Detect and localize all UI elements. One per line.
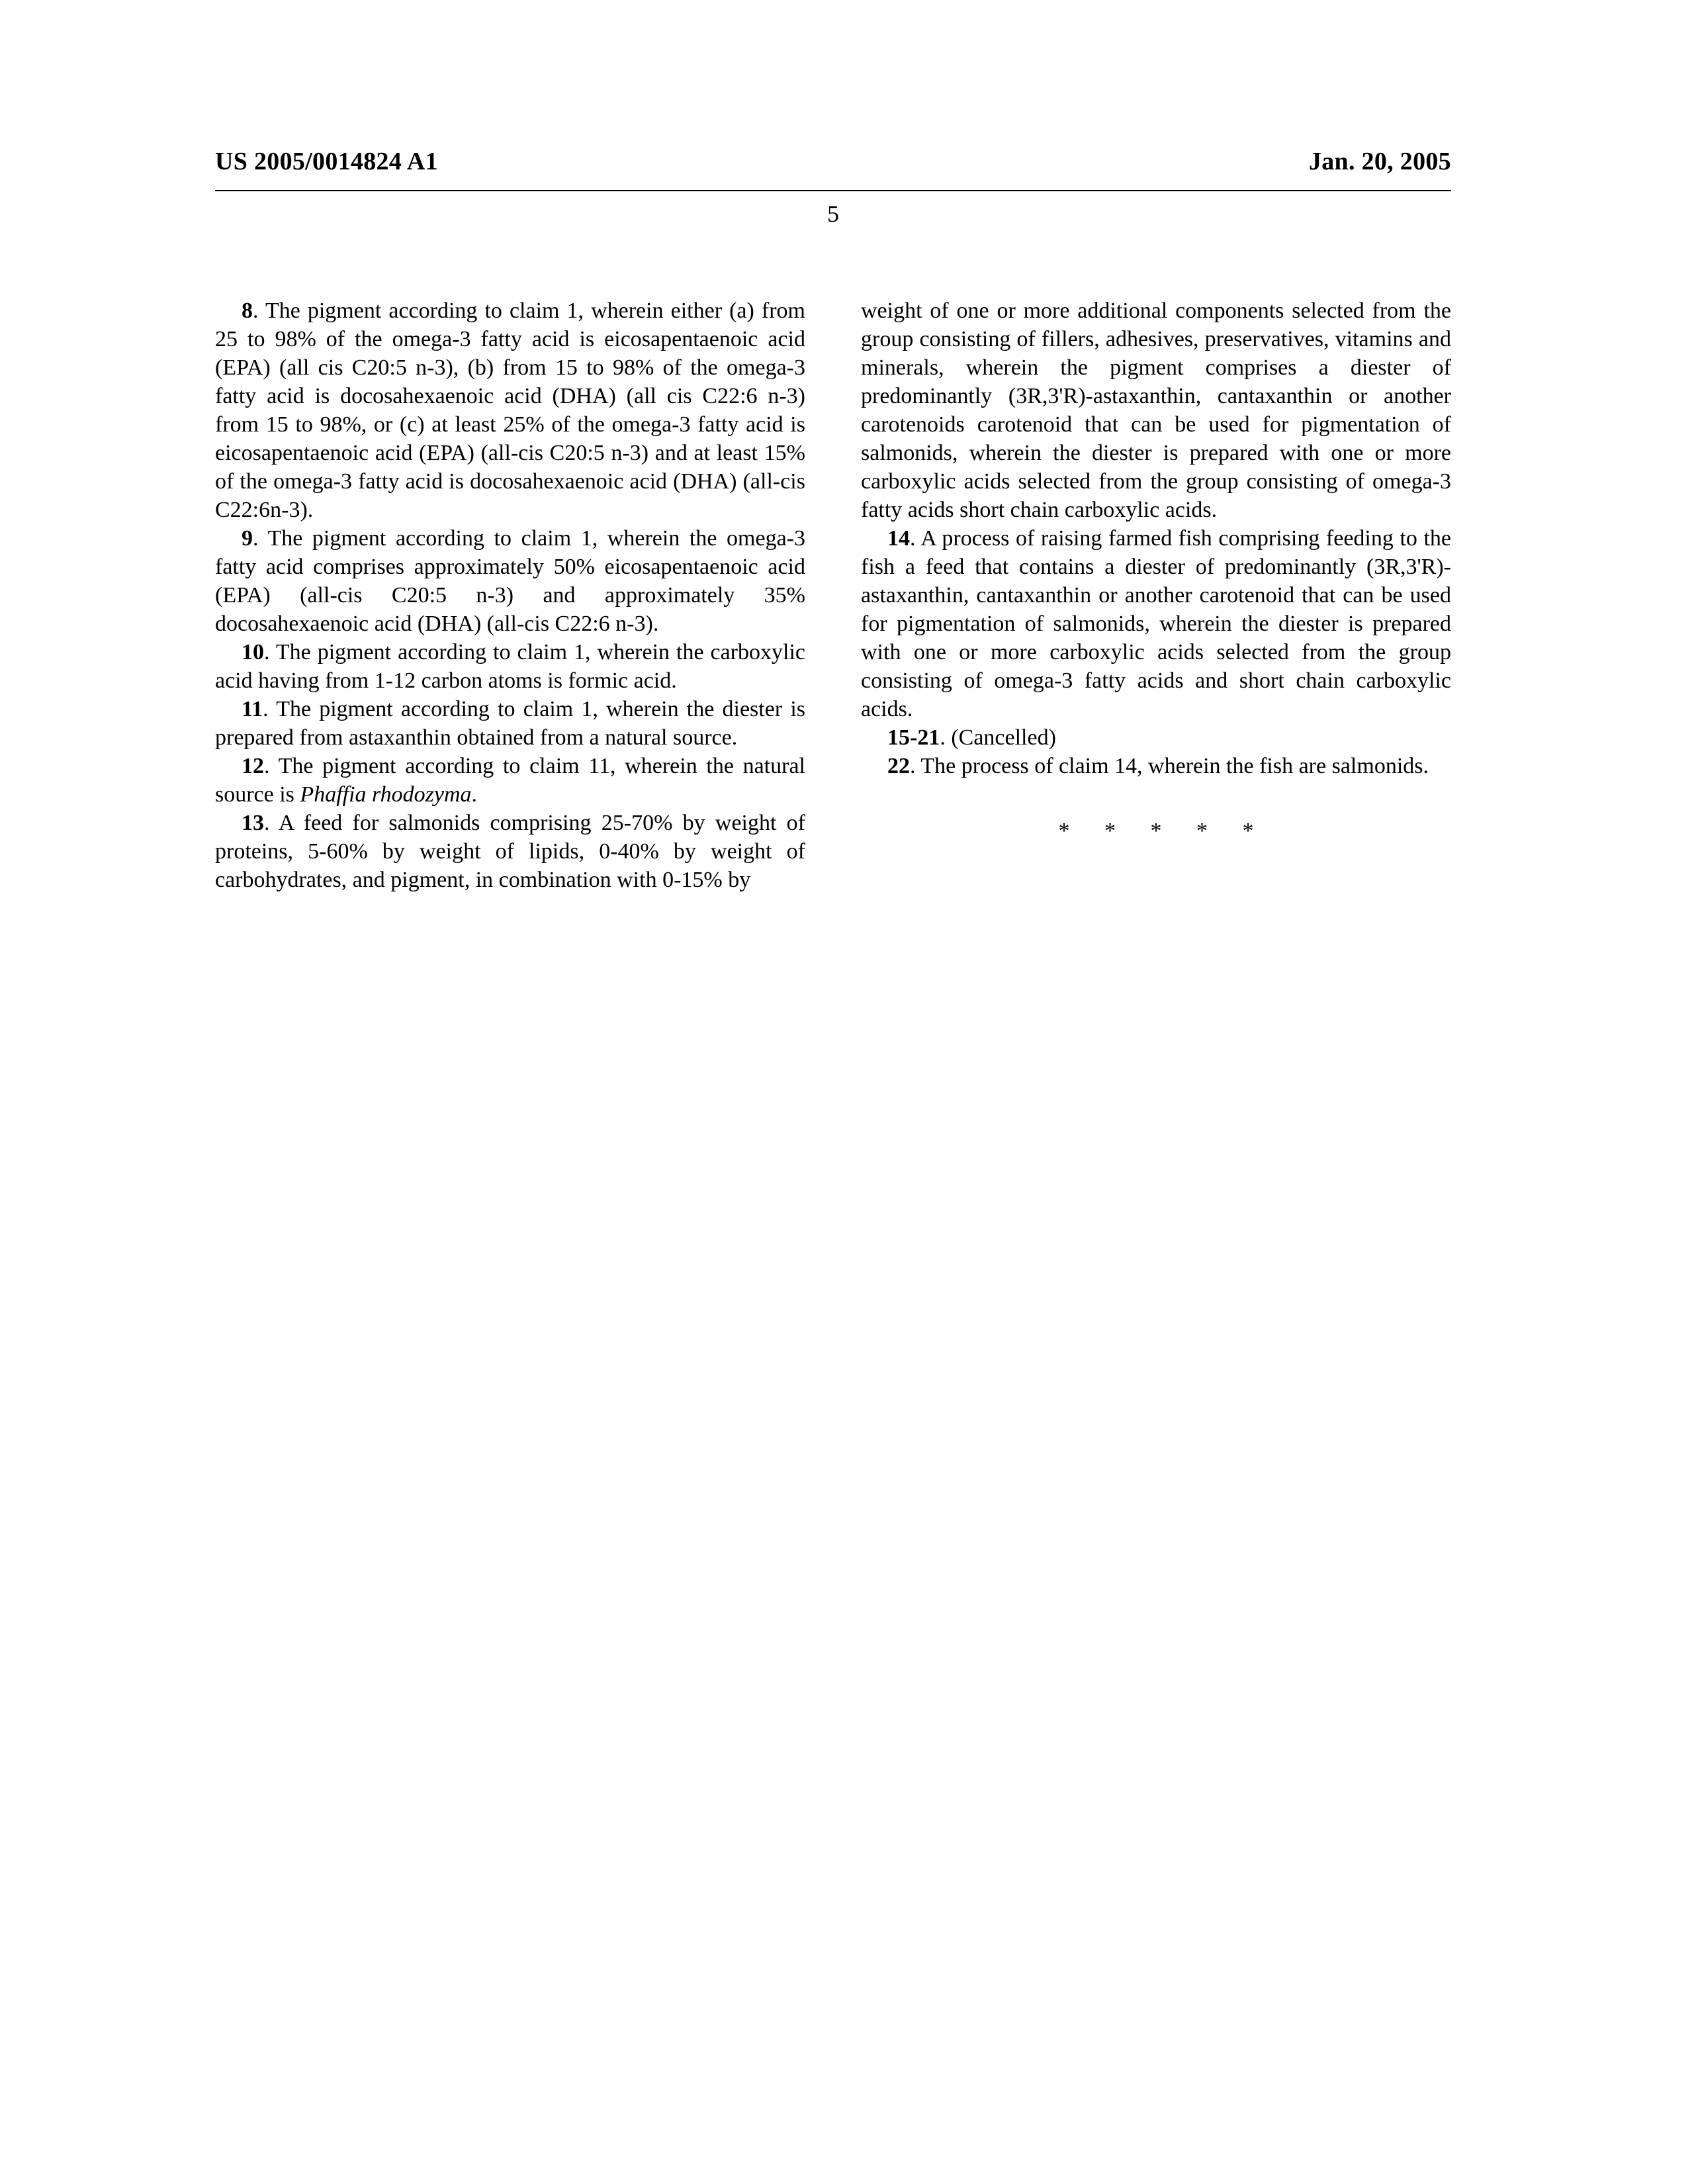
claim-text: . The pigment according to claim 1, wherein the carboxylic acid having from 1-12 carbon atoms is formic acid.: [215, 640, 805, 693]
claim-12: [215, 752, 805, 809]
claim-number: 11: [242, 697, 263, 721]
publication-date: Jan. 20, 2005: [1308, 148, 1451, 175]
claim-10: [215, 638, 805, 695]
claim-number: 22: [887, 754, 910, 778]
claim-number: 9: [242, 526, 253, 551]
claim-text: . The pigment according to claim 1, wherein the omega-3 fatty acid comprises approximately 50% eicosapentaenoic acid (EPA) (all-cis C20:5 n-3) and approximately 35% docosahexaenoic acid (DHA) (all-cis C22:6 n-3).: [215, 526, 805, 636]
claim-text: weight of one or more additional components selected from the group consisting of fillers, adhesives, preservatives, vitamins and minerals, wherein the pigment comprises a diester of predominantly (3R,3'R)-astaxanthin, cantaxanthin or another carotenoids carotenoid that can be used for pigmentation of salmonids, wherein the diester is prepared with one or more carboxylic acids selected from the group consisting of omega-3 fatty acids short chain carboxylic acids.: [861, 298, 1451, 522]
claim-22: [861, 752, 1451, 780]
claim-number: 8: [242, 298, 253, 323]
claim-13-continuation: [861, 296, 1451, 524]
claim-text: . A process of raising farmed fish comprising feeding to the fish a feed that contains a diester of predominantly (3R,3'R)-astaxanthin, cantaxanthin or another carotenoid that can be used for pigmentation of salmonids, wherein the diester is prepared with one or more carboxylic acids selected from the group consisting of omega-3 fatty acids and short chain carboxylic acids.: [861, 526, 1451, 721]
claim-number: 10: [242, 640, 264, 664]
claim-text: .: [471, 782, 478, 807]
claim-13: [215, 809, 805, 894]
claim-number: 12: [242, 754, 264, 778]
claim-11: [215, 695, 805, 752]
claim-number: 14: [887, 526, 910, 551]
right-column: [861, 296, 1451, 894]
claim-9: [215, 524, 805, 638]
left-column: [215, 296, 805, 894]
page-header: [215, 147, 1451, 176]
claim-text: . A feed for salmonids comprising 25-70% by weight of proteins, 5-60% by weight of lipids, 0-40% by weight of carbohydrates, and pigment, in combination with 0-15% by: [215, 811, 805, 892]
claim-number: 15-21: [887, 725, 940, 750]
claim-text: . The process of claim 14, wherein the fish are salmonids.: [910, 754, 1429, 778]
header-divider: [215, 190, 1451, 191]
italic-term: Phaffia rhodozyma: [300, 782, 472, 807]
claim-14: [861, 524, 1451, 723]
claim-8: [215, 296, 805, 524]
claim-text: . (Cancelled): [940, 725, 1056, 750]
claims-15-21-cancelled: [861, 723, 1451, 752]
claim-text: . The pigment according to claim 1, wherein the diester is prepared from astaxanthin obtained from a natural source.: [215, 697, 805, 750]
claims-body: [215, 296, 1451, 894]
claims-end-separator: * * * * *: [1058, 819, 1254, 843]
page-number: 5: [827, 201, 839, 227]
claim-text: . The pigment according to claim 1, wherein either (a) from 25 to 98% of the omega-3 fatty acid is eicosapentaenoic acid (EPA) (all cis C20:5 n-3), (b) from 15 to 98% of the omega-3 fatty acid is docosahexaenoic acid (DHA) (all cis C22:6 n-3) from 15 to 98%, or (c) at least 25% of the omega-3 fatty acid is eicosapentaenoic acid (EPA) (all-cis C20:5 n-3) and at least 15% of the omega-3 fatty acid is docosahexaenoic acid (DHA) (all-cis C22:6n-3).: [215, 298, 805, 522]
claim-text: . The pigment according to claim 11, wherein the natural source is: [215, 754, 805, 807]
claim-number: 13: [242, 811, 264, 835]
publication-number: US 2005/0014824 A1: [215, 148, 438, 175]
right-column-paragraphs: [861, 296, 1451, 780]
